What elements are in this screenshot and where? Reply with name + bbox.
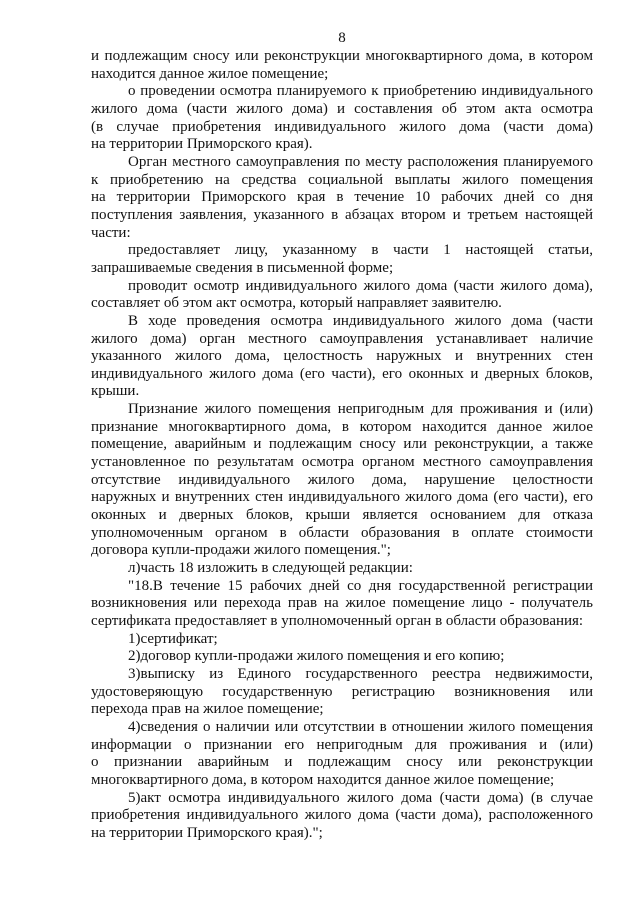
text-line: предоставляет лицу, указанному в части 1 настоящей статьи, <box>128 242 593 259</box>
text-line: оконных и дверных блоков, крыши является основанием для отказа <box>91 507 593 524</box>
text-line: 1)сертификат; <box>128 630 218 647</box>
text-line: о проведении осмотра планируемого к приобретению индивидуального <box>128 83 593 100</box>
text-line: "18.В течение 15 рабочих дней со дня государственной регистрации <box>128 577 593 594</box>
text-line: к приобретению на средства социальной выплаты жилого помещения <box>91 171 593 188</box>
text-line: отсутствие индивидуального жилого дома, нарушение целостности <box>91 471 593 488</box>
list-item-5 <box>91 790 593 843</box>
paragraph-continuation <box>91 48 593 83</box>
text-line: на территории Приморского края)."; <box>91 824 323 841</box>
paragraph-clause-18 <box>91 578 593 631</box>
text-line: жилого дома (части жилого дома) и составления об этом акта осмотра <box>91 100 593 117</box>
text-line: крыши. <box>91 383 140 400</box>
list-item-4 <box>91 719 593 790</box>
text-line: 5)акт осмотра индивидуального жилого дома (части дома) (в случае <box>128 789 593 806</box>
text-line: индивидуального жилого дома (его части), его оконных и дверных блоков, <box>91 365 593 382</box>
text-line: перехода прав на жилое помещение; <box>91 701 324 718</box>
text-line: наружных и внутренних стен индивидуального жилого дома (его части), его <box>91 489 593 506</box>
text-line: уполномоченным органом в области образования в оплате стоимости <box>91 524 593 541</box>
text-line: возникновения или перехода прав на жилое помещение лицо - получатель <box>91 595 593 612</box>
text-line: 4)сведения о наличии или отсутствии в отношении жилого помещения <box>128 718 593 735</box>
text-line: находится данное жилое помещение; <box>91 65 329 82</box>
text-line: на территории Приморского края). <box>91 136 313 153</box>
text-line: л)часть 18 изложить в следующей редакции: <box>128 560 413 577</box>
paragraph-conducts-inspection <box>91 278 593 313</box>
list-item-1 <box>91 631 593 649</box>
text-line: и подлежащим сносу или реконструкции многоквартирного дома, в котором <box>91 48 593 64</box>
text-line: удостоверяющую государственную регистрацию возникновения или <box>91 683 593 700</box>
document-body <box>91 48 593 843</box>
list-item-2 <box>91 648 593 666</box>
list-item-3 <box>91 666 593 719</box>
paragraph-amendment-l <box>91 560 593 578</box>
text-line: жилого дома) орган местного самоуправления устанавливает наличие <box>91 330 593 347</box>
text-line: признание многоквартирного дома, в котором находится данное жилое <box>91 418 593 435</box>
text-line: приобретения индивидуального жилого дома (части дома), расположенного <box>91 807 593 824</box>
text-line: части: <box>91 224 131 241</box>
text-line: на территории Приморского края в течение 10 рабочих дней со дня <box>91 189 593 206</box>
text-line: помещение, аварийным и подлежащим сносу или реконструкции, а также <box>91 436 593 453</box>
text-line: сертификата предоставляет в уполномоченный орган в области образования: <box>91 613 584 629</box>
paragraph-inspection-request <box>91 83 593 154</box>
page-number: 8 <box>338 30 346 46</box>
text-line: информации о признании его непригодным для проживания и (или) <box>91 736 593 753</box>
paragraph-refusal-grounds <box>91 401 593 560</box>
text-line: указанного жилого дома, целостность наружных и внутренних стен <box>91 348 593 365</box>
text-line: проводит осмотр индивидуального жилого дома (части жилого дома), <box>128 277 593 294</box>
text-line: В ходе проведения осмотра индивидуального жилого дома (части <box>128 312 593 329</box>
text-line: (в случае приобретения индивидуального жилого дома (части дома) <box>91 118 593 135</box>
text-line: установленное по результатам осмотра органом местного самоуправления <box>91 454 593 471</box>
paragraph-provides-info <box>91 242 593 277</box>
text-line: договора купли-продажи жилого помещения."; <box>91 542 391 559</box>
text-line: о признании аварийным и подлежащим сносу или реконструкции <box>91 754 593 771</box>
paragraph-inspection-scope <box>91 313 593 401</box>
text-line: 2)договор купли-продажи жилого помещения и его копию; <box>128 648 505 665</box>
text-line: запрашиваемые сведения в письменной форме; <box>91 259 394 276</box>
text-line: Орган местного самоуправления по месту расположения планируемого <box>128 153 593 170</box>
text-line: поступления заявления, указанного в абзацах втором и третьем настоящей <box>91 206 593 223</box>
text-line: многоквартирного дома, в котором находится данное жилое помещение; <box>91 771 555 788</box>
paragraph-local-authority <box>91 154 593 242</box>
text-line: Признание жилого помещения непригодным для проживания и (или) <box>128 401 593 418</box>
text-line: составляет об этом акт осмотра, который направляет заявителю. <box>91 295 502 312</box>
text-line: 3)выписку из Единого государственного реестра недвижимости, <box>128 665 593 682</box>
